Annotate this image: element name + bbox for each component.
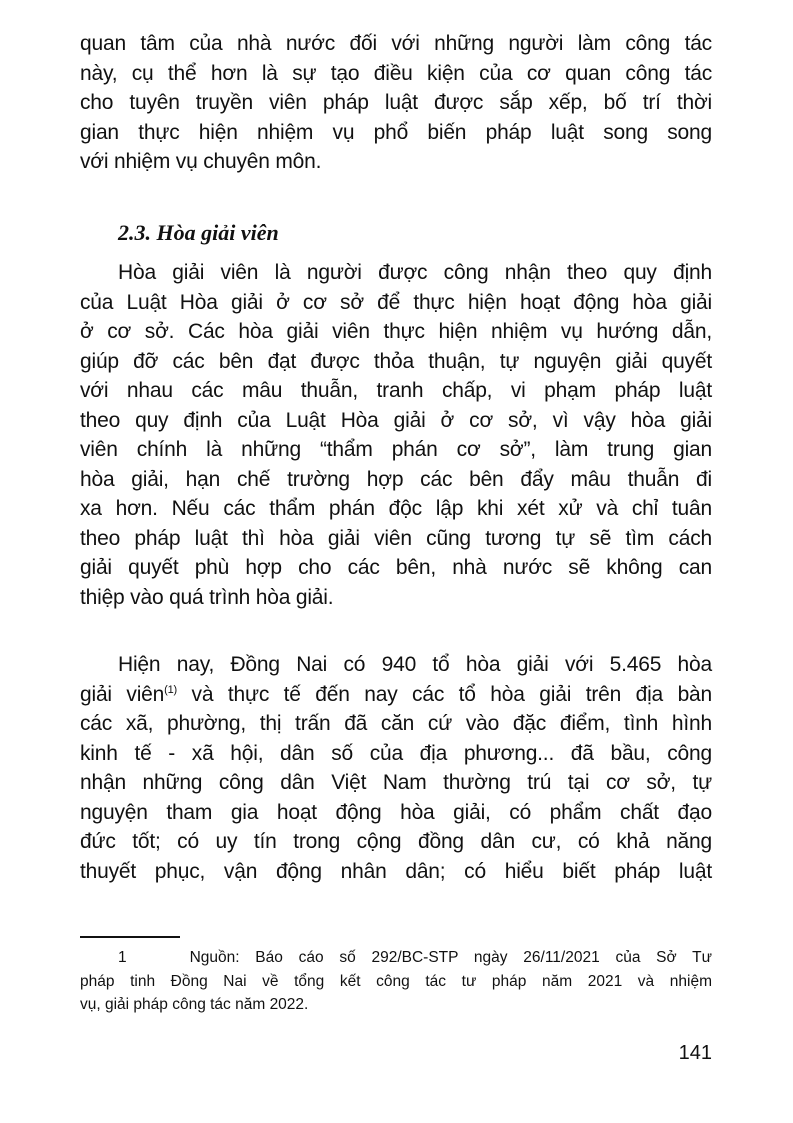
text-line: giải quyết phù hợp cho các bên, nhà nước sẽ không can [80, 556, 712, 579]
text-line: theo quy định của Luật Hòa giải ở cơ sở, vì vậy hòa giải [80, 408, 712, 432]
text-line: giúp đỡ các bên đạt được thỏa thuận, tự nguyện giải quyết [80, 349, 712, 373]
text-line: Hiện nay, Đồng Nai có 940 tổ hòa giải với 5.465 hòa [118, 653, 712, 676]
text-line: quan tâm của nhà nước đối với những người làm công tác [80, 32, 712, 55]
text-line: nhận những công dân Việt Nam thường trú tại cơ sở, tự [80, 771, 712, 794]
text-line [80, 680, 712, 710]
text-line: này, cụ thể hơn là sự tạo điều kiện của cơ quan công tác [80, 61, 712, 85]
text-line: của Luật Hòa giải ở cơ sở để thực hiện hoạt động hòa giải [80, 290, 712, 314]
text-line: pháp tinh Đồng Nai về tổng kết công tác tư pháp năm 2021 và nhiệm [80, 972, 712, 990]
paragraph-3 [80, 650, 712, 886]
text-line: nguyện tham gia hoạt động hòa giải, có phẩm chất đạo [80, 800, 712, 824]
paragraph-2 [80, 258, 712, 612]
text-line: cho tuyên truyền viên pháp luật được sắp xếp, bố trí thời [80, 91, 712, 114]
text-line: đức tốt; có uy tín trong cộng đồng dân cư, có khả năng [80, 830, 712, 853]
text-line: xa hơn. Nếu các thẩm phán độc lập khi xét xử và chỉ tuân [80, 497, 712, 520]
section-heading: 2.3. Hòa giải viên [118, 220, 279, 245]
text-line: kinh tế - xã hội, dân số của địa phương... đã bầu, công [80, 741, 712, 765]
text-line: ở cơ sở. Các hòa giải viên thực hiện nhiệm vụ hướng dẫn, [80, 320, 712, 343]
text-line: các xã, phường, thị trấn đã căn cứ vào đặc điểm, tình hình [80, 712, 712, 735]
text-line: viên chính là những “thẩm phán cơ sở”, làm trung gian [80, 438, 712, 461]
text-line: thuyết phục, vận động nhân dân; có hiểu biết pháp luật [80, 859, 712, 883]
text-line: gian thực hiện nhiệm vụ phổ biến pháp luật song song [80, 120, 712, 144]
footnote-divider [80, 936, 180, 938]
text-span: giải viên [80, 682, 165, 706]
text-line: 1 Nguồn: Báo cáo số 292/BC-STP ngày 26/11/2021 của Sở Tư [118, 949, 712, 966]
text-span: và thực tế đến nay các tổ hòa giải trên địa bàn [177, 682, 713, 706]
text-line: vụ, giải pháp công tác năm 2022. [80, 996, 309, 1013]
footnote [80, 946, 712, 1017]
paragraph-1 [80, 29, 712, 177]
text-line: Hòa giải viên là người được công nhận theo quy định [118, 261, 712, 284]
footnote-ref[interactable]: (1) [164, 683, 178, 696]
text-line: với nhiệm vụ chuyên môn. [80, 150, 322, 173]
page-number: 141 [678, 1042, 712, 1064]
text-line: hòa giải, hạn chế trường hợp các bên đẩy mâu thuẫn đi [80, 467, 712, 491]
text-line: theo pháp luật thì hòa giải viên cũng tương tự sẽ tìm cách [80, 526, 712, 550]
text-line: với nhau các mâu thuẫn, tranh chấp, vi phạm pháp luật [80, 379, 712, 402]
text-line: thiệp vào quá trình hòa giải. [80, 585, 334, 609]
